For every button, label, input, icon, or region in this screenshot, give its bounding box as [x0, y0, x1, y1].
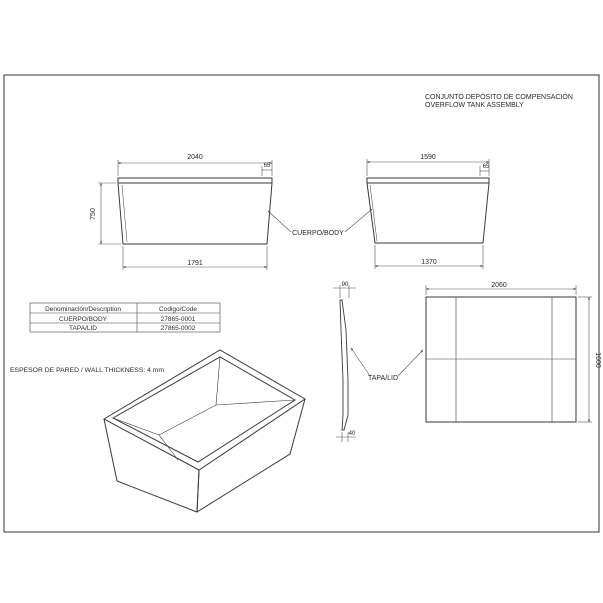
lid-section-dimensions [333, 285, 356, 442]
lid-callout-label: TAPA/LID [367, 375, 399, 382]
dim-lid-edge: 40 [348, 431, 356, 437]
dim-lid-width: 2060 [491, 282, 507, 289]
lid-callout-leaders [351, 348, 423, 376]
dim-body-depth-top: 1590 [420, 154, 436, 161]
title-line-2: OVERFLOW TANK ASSEMBLY [425, 102, 524, 109]
body-callout-label: CUERPO/BODY [292, 230, 344, 237]
parts-table-row-1-description: CUERPO/BODY [58, 316, 108, 323]
body-callout-leaders [268, 209, 372, 232]
parts-table-header-description: Denominación/Description [45, 306, 121, 313]
parts-table-header-code: Codigo/Code [159, 306, 197, 313]
body-side-view [367, 178, 489, 243]
lid-top-view [426, 297, 576, 422]
sheet-frame [4, 75, 599, 532]
dim-body-width-top: 2040 [187, 154, 203, 161]
body-front-dimensions [98, 160, 272, 270]
dim-body-height: 750 [90, 208, 97, 220]
dim-body-lip: 65 [263, 163, 271, 169]
body-front-view [118, 178, 272, 244]
body-isometric-view [104, 350, 305, 512]
body-side-dimensions [367, 159, 489, 269]
lid-top-dimensions [426, 285, 592, 422]
title-line-1: CONJUNTO DEPÓSITO DE COMPENSACIÓN [425, 94, 573, 101]
parts-table-row-1-code: 27865-0001 [160, 316, 196, 323]
dim-lid-thickness: 90 [341, 282, 349, 288]
parts-table-row-2-description: TAPA/LID [69, 325, 97, 332]
parts-table-row-2-code: 27865-0002 [160, 325, 196, 332]
wall-thickness-note: ESPESOR DE PARED / WALL THICKNESS: 4 mm [10, 367, 165, 374]
dim-body-depth-bottom: 1370 [421, 259, 437, 266]
dim-lid-height: 1600 [594, 352, 601, 368]
dim-body-lip-side: 65 [482, 164, 490, 170]
dim-body-width-bottom: 1791 [187, 260, 203, 267]
lid-section-view [340, 300, 348, 430]
